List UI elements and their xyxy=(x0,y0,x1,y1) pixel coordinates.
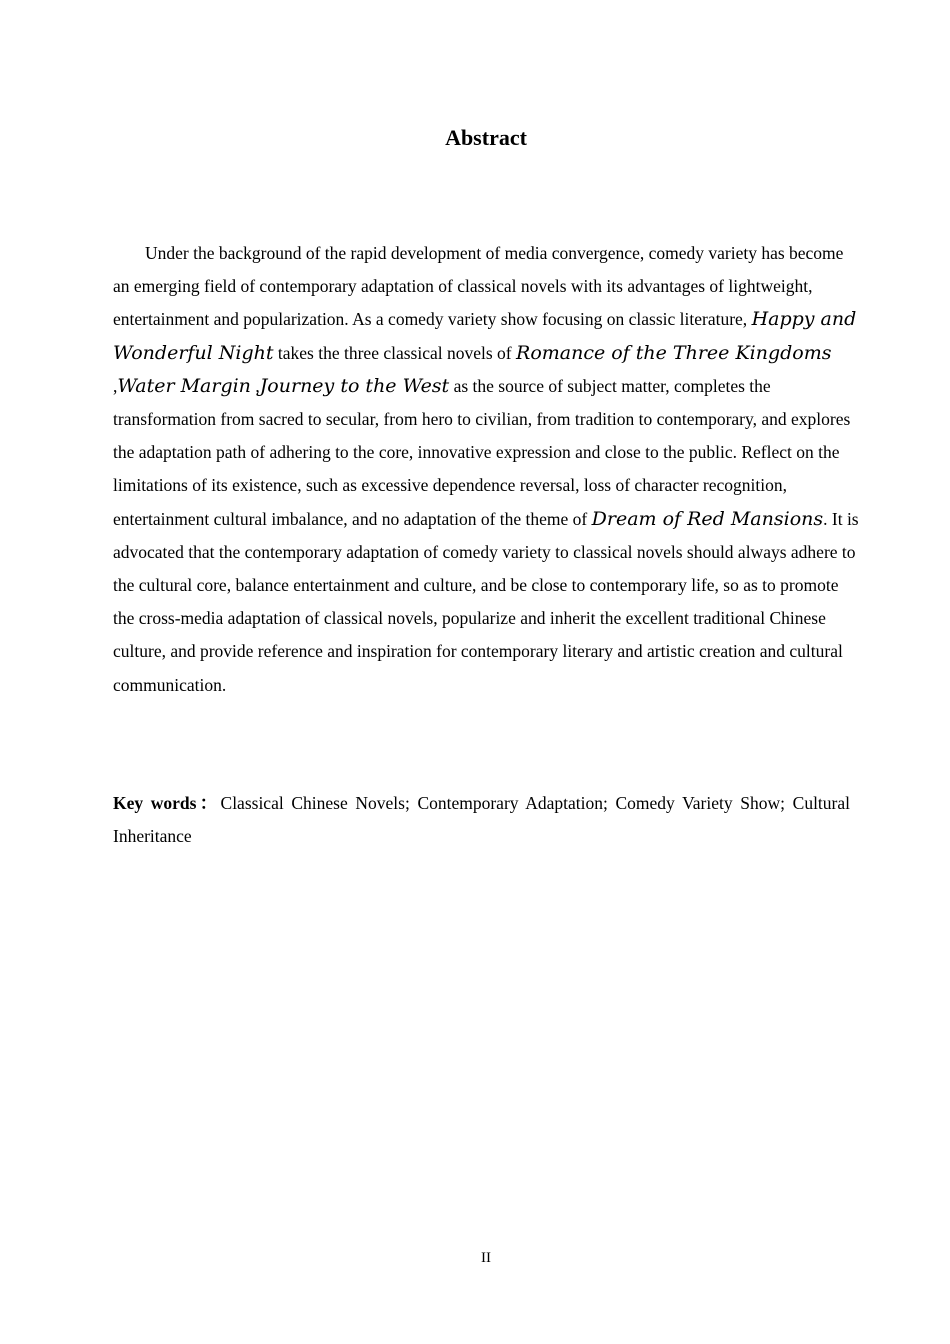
work-title: Happy and Wonderful Night xyxy=(113,308,857,364)
abstract-paragraph xyxy=(113,237,861,702)
body-text-segment: . It is advocated that the contemporary adaptation of comedy variety to classical novels should always adhere to the cultural core, balance entertainment and culture, and be close to contemporary life, so as to promote the cross-media adaptation of classical novels, popularize and inherit the excellent traditional Chinese culture, and provide reference and inspiration for contemporary literary and artistic creation and cultural communication. xyxy=(113,508,859,695)
keywords-text: Classical Chinese Novels; Contemporary Adaptation; Comedy Variety Show; Cultural Inheritance xyxy=(113,793,851,846)
page-title: Abstract xyxy=(445,125,527,150)
work-title: Dream of Red Mansions xyxy=(591,507,824,530)
body-text-segment: takes the three classical novels of xyxy=(273,342,517,363)
page-number: II xyxy=(481,1250,491,1266)
work-title: Romance of the Three Kingdoms xyxy=(516,341,832,364)
separator: , xyxy=(113,375,118,396)
abstract-body xyxy=(113,237,861,702)
keywords-label: Key words： xyxy=(113,793,221,813)
separator: , xyxy=(250,375,260,396)
body-text-segment: as the source of subject matter, completes the transformation from sacred to secular, from hero to civilian, from tradition to contemporary, and explores the adaptation path of adhering to the core, innovative expression and close to the public. Reflect on the limitations of its existence, such as excessive dependence reversal, loss of character recognition, entertainment cultural imbalance, and no adaptation of the theme of xyxy=(113,375,851,529)
work-title: Water Margin xyxy=(117,374,251,397)
work-title: Journey to the West xyxy=(259,374,450,397)
body-text-segment: Under the background of the rapid development of media convergence, comedy variety has become an emerging field of contemporary adaptation of classical novels with its advantages of lightweight, entertainment and popularization. As a comedy variety show focusing on classic literature, xyxy=(113,243,844,330)
keywords-line xyxy=(113,787,850,853)
